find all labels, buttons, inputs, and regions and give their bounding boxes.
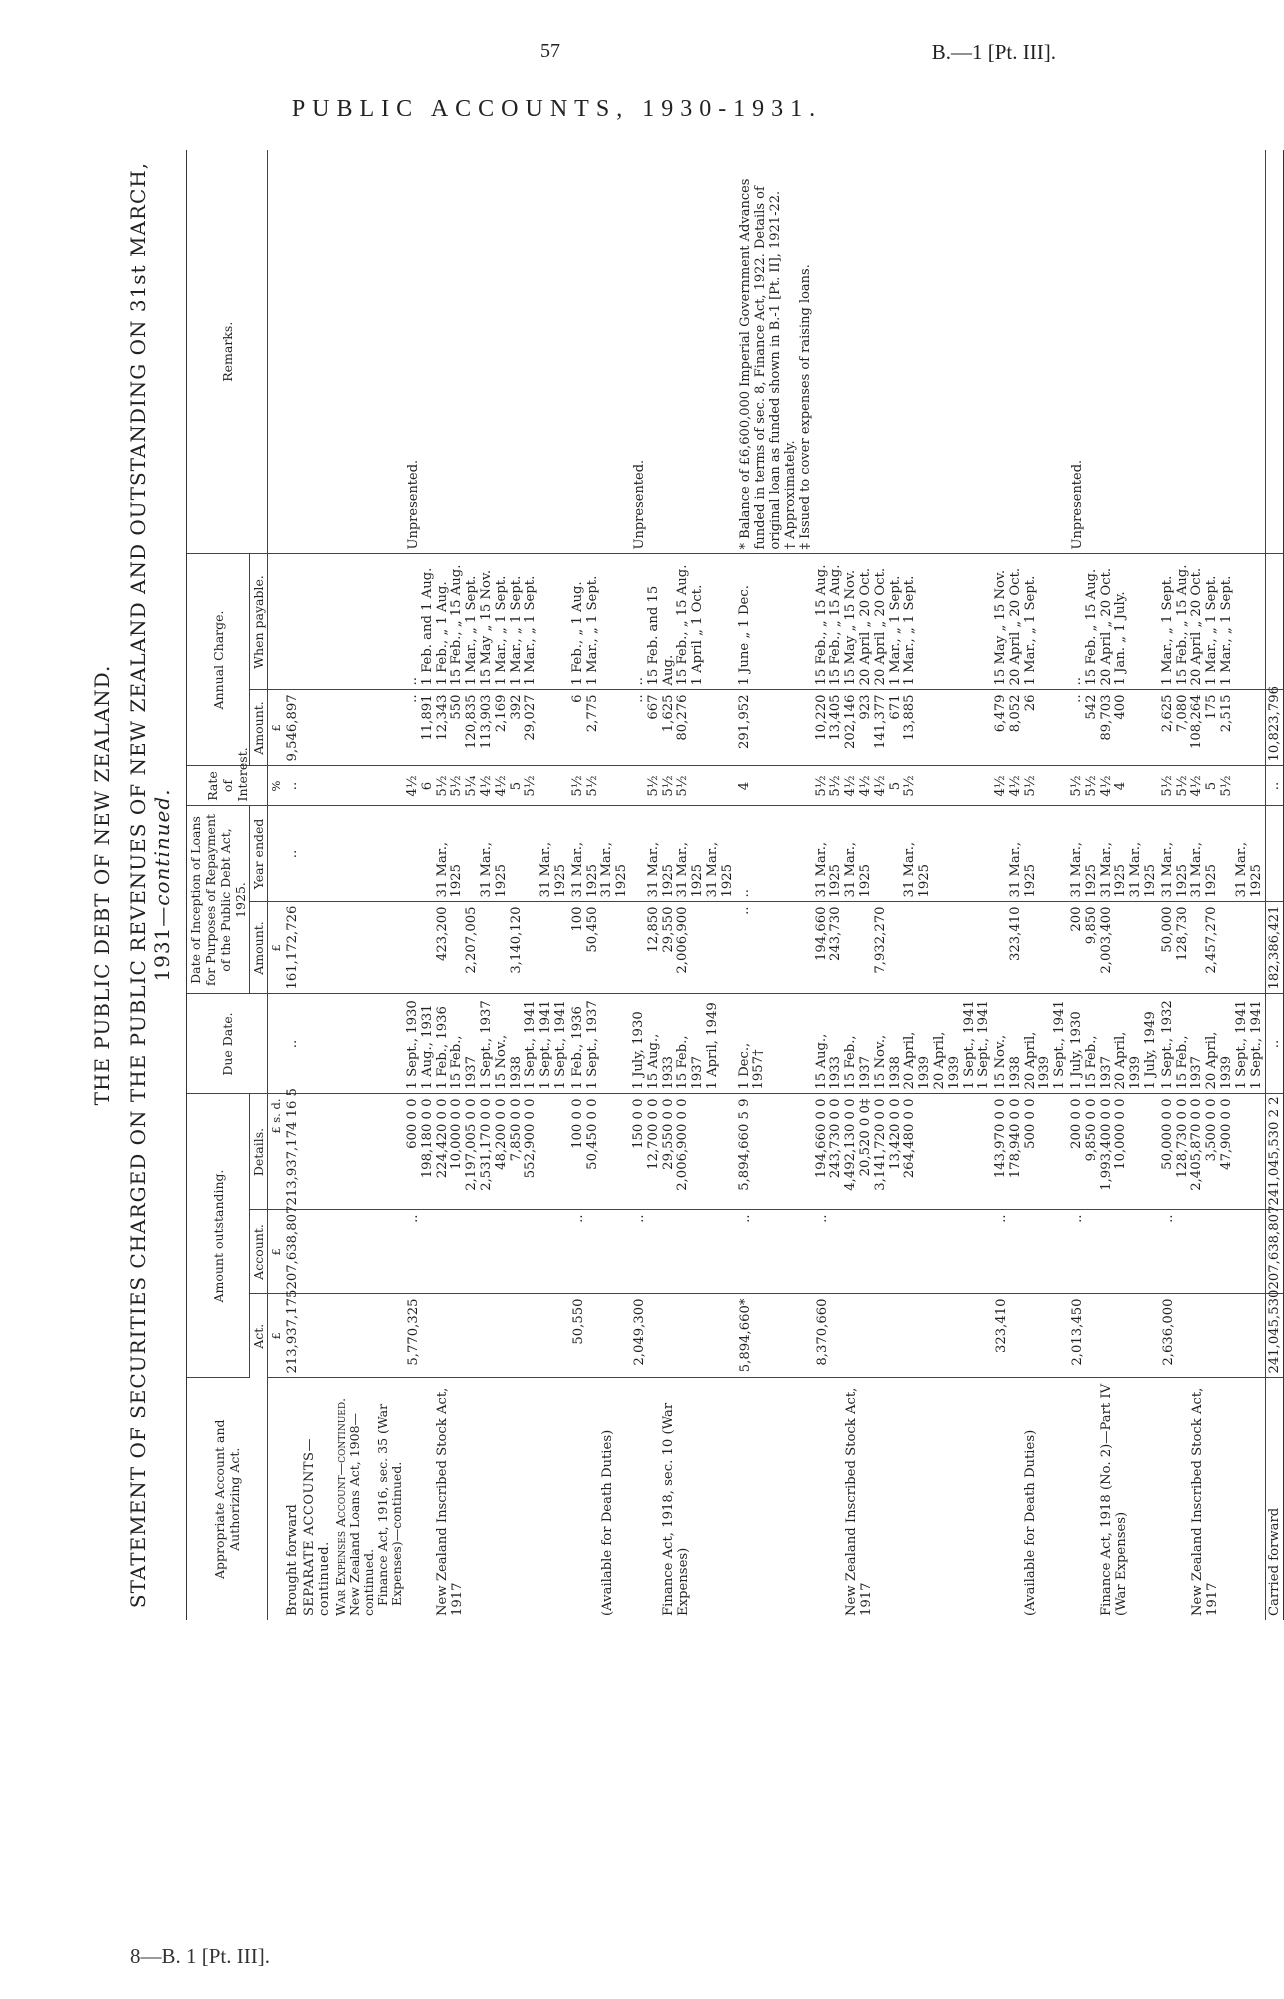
row-remarks [570, 150, 631, 554]
row-remarks [993, 150, 1069, 554]
unit-act: £ [268, 1294, 285, 1378]
row-remarks: Unpresented. [631, 150, 737, 554]
row-remarks: Unpresented. [1069, 150, 1160, 554]
units-row [268, 150, 285, 1620]
war-heading-finance: Finance Act, 1916, sec. 35 (War Expenses)—continued. [375, 1403, 404, 1606]
row-inception-amounts: 323,410 [993, 902, 1069, 994]
row-label: (Available for Death Duties) [599, 1429, 615, 1616]
statement-title: THE PUBLIC DEBT OF NEW ZEALAND. [90, 664, 114, 1106]
row-account: .. [570, 1210, 631, 1294]
row-charges: 291,952 [737, 690, 814, 766]
bf-account: 207,638,807 [284, 1210, 301, 1294]
row-charges: 6,479 8,052 26 [993, 690, 1069, 766]
row-charges: 6 2,775 [570, 690, 631, 766]
row-years: 31 Mar., 1925 31 Mar., 1925 31 Mar., 1925 [1160, 806, 1266, 902]
row-inception-amounts: 100 50,450 [570, 902, 631, 994]
row-rates: 4 [737, 766, 814, 806]
bf-due: .. [284, 994, 301, 1094]
row-label: Finance Act, 1918, sec. 10 (War Expenses) [660, 1402, 691, 1616]
row-act: 50,550 [570, 1294, 631, 1378]
row-act: 2,636,000 [1160, 1294, 1266, 1378]
row-when-payable: 15 Feb., „ 15 Aug. 15 Feb., „ 15 Aug. 15 May „ 15 Nov. 20 April „ 20 Oct. 20 April „ 20 Oct. 1 Mar., „ 1 Sept. 1 Mar., „ 1 Sept. [814, 554, 994, 690]
row-years: 31 Mar., 1925 31 Mar., 1925 31 Mar., 1925 [631, 806, 737, 902]
col-details: Details. [250, 1094, 268, 1210]
row-due-dates: 1 July, 1930 15 Feb., 1937 20 April, 1939 1 July, 1949 [1069, 994, 1160, 1094]
row-rates: 4½ 4½ 5½ [993, 766, 1069, 806]
row-due-dates: 1 Dec., 1957† [737, 994, 814, 1094]
row-when-payable: 1 Mar., „ 1 Sept. 15 Feb., „ 15 Aug. 20 April „ 20 Oct. 1 Mar., „ 1 Sept. 1 Mar., „ 1 Sept. [1160, 554, 1266, 690]
row-charges: .. 542 89,703 400 [1069, 690, 1160, 766]
col-account: Account. [250, 1210, 268, 1294]
row-due-dates: 1 Sept., 1930 1 Aug., 1931 1 Feb., 1936 15 Feb., 1937 1 Sept., 1937 15 Nov., 1938 1 Sept., 1941 1 Sept., 1941 1 Sept., 1941 [405, 994, 570, 1094]
row-remarks: Unpresented. [405, 150, 570, 554]
row-years: 31 Mar., 1925 [993, 806, 1069, 902]
cf-due: .. [1266, 994, 1284, 1094]
col-when-payable: When payable. [250, 554, 268, 690]
row-details: 200 0 0 9,850 0 0 1,993,400 0 0 10,000 0 0 [1069, 1094, 1160, 1210]
unit-inception-amount: £ [268, 902, 285, 994]
row-label: New Zealand Inscribed Stock Act, 1917 [1189, 1387, 1220, 1616]
unit-details: £ s. d. [268, 1094, 285, 1210]
col-remarks: Remarks. [187, 150, 268, 554]
page-footer: 8—B. 1 [Pt. III]. [130, 1944, 270, 1968]
cf-act: 241,045,530 [1266, 1294, 1284, 1378]
cf-inception-amount: 182,386,421 [1266, 902, 1284, 994]
unit-rate: % [268, 766, 285, 806]
row-details: 150 0 0 12,700 0 0 29,550 0 0 2,006,900 0 0 [631, 1094, 737, 1210]
row-years: .. [737, 806, 814, 902]
table-row [814, 150, 994, 1620]
row-act: 2,049,300 [631, 1294, 737, 1378]
table-row [631, 150, 737, 1620]
row-charges: .. 11,891 12,343 550 120,835 113,903 2,169 392 29,027 [405, 690, 570, 766]
col-year-ended: Year ended [250, 806, 268, 902]
row-details: 194,660 0 0 243,730 0 0 4,492,130 0 0 20,520 0 0‡ 3,141,720 0 0 13,420 0 0 264,480 0 0 [814, 1094, 994, 1210]
row-account: .. [1160, 1210, 1266, 1294]
row-when-payable: 1 Feb., „ 1 Aug. 1 Mar., „ 1 Sept. [570, 554, 631, 690]
col-inception-group: Date of Inception of Loans for Purposes of Repayment of the Public Debt Act, 1925. [187, 806, 250, 994]
row-inception-amounts: 194,660 243,730 7,932,270 [814, 902, 994, 994]
header-row-1 [187, 150, 250, 1620]
row-due-dates: 15 Nov., 1938 20 April, 1939 1 Sept., 1941 [993, 994, 1069, 1094]
bf-inception-amount: 161,172,726 [284, 902, 301, 994]
row-years: 31 Mar., 1925 31 Mar., 1925 [570, 806, 631, 902]
war-heading-row [333, 150, 405, 1620]
table-row [570, 150, 631, 1620]
row-account: .. [405, 1210, 570, 1294]
col-charge-amount: Amount. [250, 690, 268, 766]
row-rates: 5½ 5½ 4½ 4 [1069, 766, 1160, 806]
running-title: PUBLIC ACCOUNTS, 1930-1931. [291, 96, 823, 122]
col-inception-amount: Amount. [250, 902, 268, 994]
bf-details: 213,937,174 16 5 [284, 1094, 301, 1210]
row-when-payable: .. 1 Feb. and 1 Aug. 1 Feb., „ 1 Aug. 15 Feb., „ 15 Aug. 1 Mar., „ 1 Sept. 15 May „ 15 Nov. 1 Mar., „ 1 Sept. 1 Mar., „ 1 Sept. 1 Mar., „ 1 Sept. [405, 554, 570, 690]
row-details: 50,000 0 0 128,730 0 0 2,405,870 0 0 3,500 0 0 47,900 0 0 [1160, 1094, 1266, 1210]
row-charges: 2,625 7,080 108,264 175 2,515 [1160, 690, 1266, 766]
table-row [737, 150, 814, 1620]
row-rates: 5½ 5½ 4½ 5 5½ [1160, 766, 1266, 806]
statement-subtitle [126, 150, 174, 1620]
bf-charge: 9,546,897 [284, 690, 301, 766]
row-inception-amounts: 200 9,850 2,003,400 [1069, 902, 1160, 994]
row-act: 323,410 [993, 1294, 1069, 1378]
row-when-payable: 1 June „ 1 Dec. [737, 554, 814, 690]
row-inception-amounts: 423,200 2,207,005 3,140,120 [405, 902, 570, 994]
row-act: 5,894,660* [737, 1294, 814, 1378]
row-due-dates: 15 Aug., 1933 15 Feb., 1937 15 Nov., 1938 20 April, 1939 20 April, 1939 1 Sept., 1941 1 Sept., 1941 [814, 994, 994, 1094]
row-account: .. [737, 1210, 814, 1294]
row-details: 100 0 0 50,450 0 0 [570, 1094, 631, 1210]
row-act: 8,370,660 [814, 1294, 994, 1378]
row-account: .. [631, 1210, 737, 1294]
table-row [1160, 150, 1266, 1620]
row-due-dates: 1 Feb., 1936 1 Sept., 1937 [570, 994, 631, 1094]
col-act: Act. [250, 1294, 268, 1378]
row-details: 143,970 0 0 178,940 0 0 500 0 0 [993, 1094, 1069, 1210]
war-heading-act: New Zealand Loans Act, 1908—continued. [347, 1412, 376, 1616]
row-account: .. [993, 1210, 1069, 1294]
bf-act: 213,937,175 [284, 1294, 301, 1378]
table-row [1069, 150, 1160, 1620]
col-annual-charge: Annual Charge. [187, 554, 250, 766]
row-rates: 5½ 5½ 5½ [631, 766, 737, 806]
brought-forward-label: Brought forward [285, 1504, 300, 1616]
row-when-payable: 15 May „ 15 Nov. 20 April „ 20 Oct. 1 Mar., „ 1 Sept. [993, 554, 1069, 690]
subtitle-suffix: continued. [150, 788, 174, 906]
cf-account: 207,638,807 [1266, 1210, 1284, 1294]
row-account: .. [1069, 1210, 1160, 1294]
war-heading [333, 1378, 405, 1620]
row-label: Finance Act, 1918 (No. 2)—Part IV (War Expenses) [1099, 1383, 1130, 1616]
row-inception-amounts: .. [737, 902, 814, 994]
row-label: New Zealand Inscribed Stock Act, 1917 [435, 1387, 465, 1616]
row-details: 600 0 0 198,180 0 0 224,420 0 0 10,000 0 0 2,197,005 0 0 2,531,170 0 0 48,200 0 0 7,850 0 0 552,900 0 0 [405, 1094, 570, 1210]
table-row [993, 150, 1069, 1620]
section-heading-row [301, 150, 333, 1620]
row-label: New Zealand Inscribed Stock Act, 1917 [843, 1387, 874, 1616]
cf-charge: 10,823,796 [1266, 690, 1284, 766]
cf-rate: .. [1266, 766, 1284, 806]
row-details: 5,894,660 5 9 [737, 1094, 814, 1210]
row-rates: 5½ 5½ [570, 766, 631, 806]
col-appropriate-account: Appropriate Account and Authorizing Act. [187, 1378, 268, 1620]
row-account: .. [814, 1210, 994, 1294]
row-label [737, 1378, 814, 1620]
row-when-payable: .. 15 Feb. and 15 Aug. 15 Feb., „ 15 Aug. 1 April „ 1 Oct. [631, 554, 737, 690]
row-years: 31 Mar., 1925 31 Mar., 1925 31 Mar., 1925 [814, 806, 994, 902]
col-due-date: Due Date. [187, 994, 268, 1094]
row-charges: .. 667 1,625 80,276 [631, 690, 737, 766]
row-act: 5,770,325 [405, 1294, 570, 1378]
col-rate: Rate of Interest. [187, 766, 268, 806]
unit-account: £ [268, 1210, 285, 1294]
cf-details: 241,045,530 2 2 [1266, 1094, 1284, 1210]
row-inception-amounts: 12,850 29,550 2,006,900 [631, 902, 737, 994]
row-remarks [814, 150, 994, 554]
debt-table [186, 150, 1284, 1620]
cf-label: Carried forward [1266, 1378, 1284, 1620]
section-heading: SEPARATE ACCOUNTS—continued. [302, 1438, 332, 1616]
row-label: (Available for Death Duties) [1023, 1429, 1039, 1616]
row-rates: 5½ 5½ 4½ 4½ 4½ 5 5½ [814, 766, 994, 806]
row-remarks: * Balance of £6,600,000 Imperial Government Advances funded in terms of sec. 8, Finance Act, 1922. Details of original loan as funded shown in B.-1 [Pt. II], 1921-22. † Approximately. ‡ Issued to cover expenses of raising loans. [737, 150, 814, 554]
war-heading-account: War Expenses Account—continued. [333, 1397, 348, 1616]
bf-year: .. [284, 806, 301, 902]
row-act: 2,013,450 [1069, 1294, 1160, 1378]
rotated-statement [90, 120, 1283, 1620]
row-due-dates: 1 July, 1930 15 Aug., 1933 15 Feb., 1937 1 April, 1949 [631, 994, 737, 1094]
bf-rate: .. [284, 766, 301, 806]
document-reference: B.—1 [Pt. III]. [931, 40, 1056, 64]
page-number: 57 [540, 40, 560, 62]
row-remarks [1160, 150, 1266, 554]
row-inception-amounts: 50,000 128,730 2,457,270 [1160, 902, 1266, 994]
subtitle-text: STATEMENT OF SECURITIES CHARGED ON THE PUBLIC REVENUES OF NEW ZEALAND AND OUTSTANDING ON 31st MARCH, 1931— [126, 161, 174, 1609]
row-when-payable: .. 15 Feb. „ 15 Aug. 20 April „ 20 Oct. 1 Jan. „ 1 July. [1069, 554, 1160, 690]
row-years: 31 Mar., 1925 31 Mar., 1925 31 Mar., 1925 [1069, 806, 1160, 902]
row-rates: 4½ 6 5½ 5½ 5¼ 4½ 4½ 5 5½ [405, 766, 570, 806]
table-row [405, 150, 570, 1620]
carried-forward-row [1266, 150, 1284, 1620]
row-charges: 10,220 13,405 202,146 923 141,377 671 13,885 [814, 690, 994, 766]
cf-year [1266, 806, 1284, 902]
col-amount-outstanding: Amount outstanding. [187, 1094, 250, 1378]
row-due-dates: 1 Sept., 1932 15 Feb., 1937 20 April, 1939 1 Sept., 1941 1 Sept., 1941 [1160, 994, 1266, 1094]
row-years: 31 Mar., 1925 31 Mar., 1925 31 Mar., 1925 [405, 806, 570, 902]
unit-charge-amount: £ [268, 690, 285, 766]
brought-forward-row [284, 150, 301, 1620]
